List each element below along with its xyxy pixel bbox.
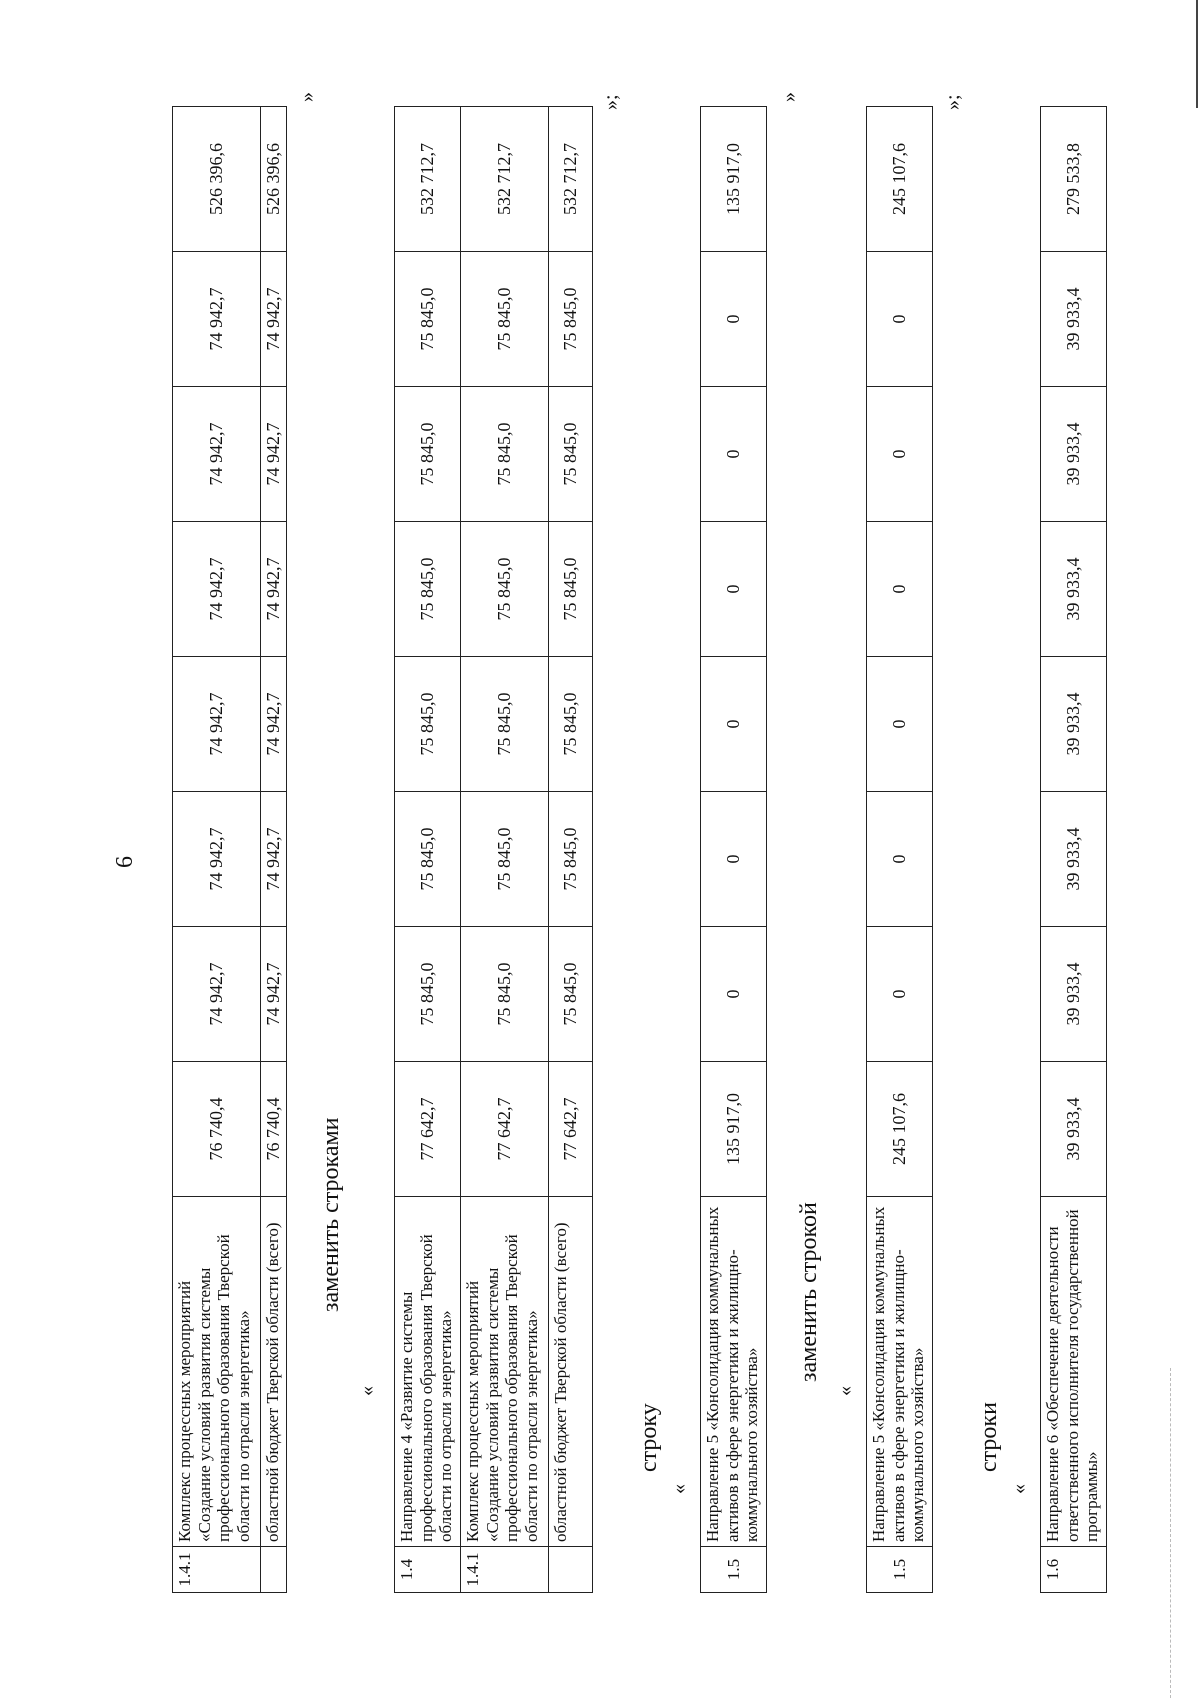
row-name: Направление 5 «Консолидация коммунальных активов в сфере энергетики и жилищно-коммунального хозяйства» [701, 1197, 767, 1547]
table-2 [394, 106, 593, 1593]
margin-dash [1170, 1368, 1177, 1698]
row-code [549, 1547, 593, 1593]
value-cell: 39 933,4 [1041, 252, 1107, 387]
value-cell: 75 845,0 [549, 522, 593, 657]
value-cell: 245 107,6 [867, 107, 933, 252]
value-cell: 526 396,6 [261, 107, 287, 252]
edge-line [1196, 0, 1198, 108]
row-name: областной бюджет Тверской области (всего) [549, 1197, 593, 1547]
value-cell: 75 845,0 [461, 657, 549, 792]
value-cell: 74 942,7 [173, 522, 261, 657]
value-cell: 74 942,7 [173, 252, 261, 387]
value-cell: 532 712,7 [461, 107, 549, 252]
value-cell: 74 942,7 [261, 387, 287, 522]
value-cell: 39 933,4 [1041, 387, 1107, 522]
page-number: 6 [112, 856, 138, 868]
value-cell: 75 845,0 [461, 522, 549, 657]
row-code: 1.4 [395, 1547, 461, 1593]
row-name: Направление 5 «Консолидация коммунальных активов в сфере энергетики и жилищно-коммунального хозяйства» [867, 1197, 933, 1547]
opening-quote: « [1008, 1484, 1030, 1494]
value-cell: 75 845,0 [395, 252, 461, 387]
row-code: 1.4.1 [461, 1547, 549, 1593]
value-cell: 75 845,0 [395, 792, 461, 927]
value-cell: 75 845,0 [549, 792, 593, 927]
closing-quote: »; [942, 94, 964, 110]
value-cell: 526 396,6 [173, 107, 261, 252]
value-cell: 39 933,4 [1041, 657, 1107, 792]
table-row [395, 107, 461, 1593]
value-cell: 76 740,4 [261, 1062, 287, 1197]
value-cell: 245 107,6 [867, 1062, 933, 1197]
value-cell: 0 [867, 927, 933, 1062]
value-cell: 532 712,7 [395, 107, 461, 252]
value-cell: 76 740,4 [173, 1062, 261, 1197]
table-row [1041, 107, 1107, 1593]
value-cell: 74 942,7 [173, 927, 261, 1062]
row-code: 1.4.1 [173, 1547, 261, 1593]
value-cell: 75 845,0 [461, 927, 549, 1062]
value-cell: 0 [701, 927, 767, 1062]
value-cell: 75 845,0 [395, 387, 461, 522]
opening-quote: « [834, 1386, 856, 1396]
row-name: Комплекс процессных мероприятий «Создание условий развития системы профессионального образования Тверской области по отрасли энергетика» [173, 1197, 261, 1547]
value-cell: 0 [701, 387, 767, 522]
phrase-replace-rows: заменить строками [318, 1117, 344, 1312]
value-cell: 77 642,7 [461, 1062, 549, 1197]
value-cell: 75 845,0 [549, 387, 593, 522]
value-cell: 0 [701, 792, 767, 927]
value-cell: 39 933,4 [1041, 522, 1107, 657]
value-cell: 135 917,0 [701, 107, 767, 252]
value-cell: 75 845,0 [461, 792, 549, 927]
value-cell: 75 845,0 [461, 252, 549, 387]
opening-quote: « [356, 1386, 378, 1396]
value-cell: 75 845,0 [549, 927, 593, 1062]
value-cell: 532 712,7 [549, 107, 593, 252]
value-cell: 0 [867, 252, 933, 387]
value-cell: 74 942,7 [173, 792, 261, 927]
phrase-row: строку [636, 1403, 662, 1472]
value-cell: 39 933,4 [1041, 1062, 1107, 1197]
table-row [549, 107, 593, 1593]
value-cell: 0 [701, 657, 767, 792]
table-row [701, 107, 767, 1593]
value-cell: 74 942,7 [173, 657, 261, 792]
value-cell: 279 533,8 [1041, 107, 1107, 252]
value-cell: 75 845,0 [395, 927, 461, 1062]
value-cell: 74 942,7 [261, 927, 287, 1062]
table-row [173, 107, 261, 1593]
value-cell: 75 845,0 [549, 252, 593, 387]
table-1 [172, 106, 287, 1593]
value-cell: 0 [867, 792, 933, 927]
value-cell: 0 [701, 522, 767, 657]
phrase-rows: строки [976, 1402, 1002, 1472]
table-5 [1040, 106, 1107, 1593]
table-row [867, 107, 933, 1593]
row-name: областной бюджет Тверской области (всего) [261, 1197, 287, 1547]
value-cell: 135 917,0 [701, 1062, 767, 1197]
value-cell: 74 942,7 [261, 252, 287, 387]
value-cell: 0 [701, 252, 767, 387]
row-name: Направление 6 «Обеспечение деятельности ответственного исполнителя государственной программы» [1041, 1197, 1107, 1547]
closing-quote: »; [600, 94, 622, 110]
table-row [261, 107, 287, 1593]
table-3 [700, 106, 767, 1593]
value-cell: 75 845,0 [395, 657, 461, 792]
value-cell: 39 933,4 [1041, 927, 1107, 1062]
row-name: Комплекс процессных мероприятий «Создание условий развития системы профессионального образования Тверской области по отрасли энергетика» [461, 1197, 549, 1547]
value-cell: 0 [867, 657, 933, 792]
value-cell: 75 845,0 [395, 522, 461, 657]
phrase-replace-row: заменить строкой [796, 1202, 822, 1382]
row-code: 1.5 [867, 1547, 933, 1593]
value-cell: 74 942,7 [261, 522, 287, 657]
row-code [261, 1547, 287, 1593]
value-cell: 75 845,0 [549, 657, 593, 792]
closing-quote: » [778, 92, 800, 102]
value-cell: 77 642,7 [395, 1062, 461, 1197]
value-cell: 74 942,7 [261, 792, 287, 927]
row-code: 1.6 [1041, 1547, 1107, 1593]
value-cell: 0 [867, 387, 933, 522]
opening-quote: « [668, 1484, 690, 1494]
row-code: 1.5 [701, 1547, 767, 1593]
table-row [461, 107, 549, 1593]
value-cell: 0 [867, 522, 933, 657]
value-cell: 74 942,7 [261, 657, 287, 792]
row-name: Направление 4 «Развитие системы профессионального образования Тверской области по отрасли энергетика» [395, 1197, 461, 1547]
value-cell: 74 942,7 [173, 387, 261, 522]
value-cell: 77 642,7 [549, 1062, 593, 1197]
value-cell: 75 845,0 [461, 387, 549, 522]
value-cell: 39 933,4 [1041, 792, 1107, 927]
table-4 [866, 106, 933, 1593]
closing-quote: » [296, 92, 318, 102]
